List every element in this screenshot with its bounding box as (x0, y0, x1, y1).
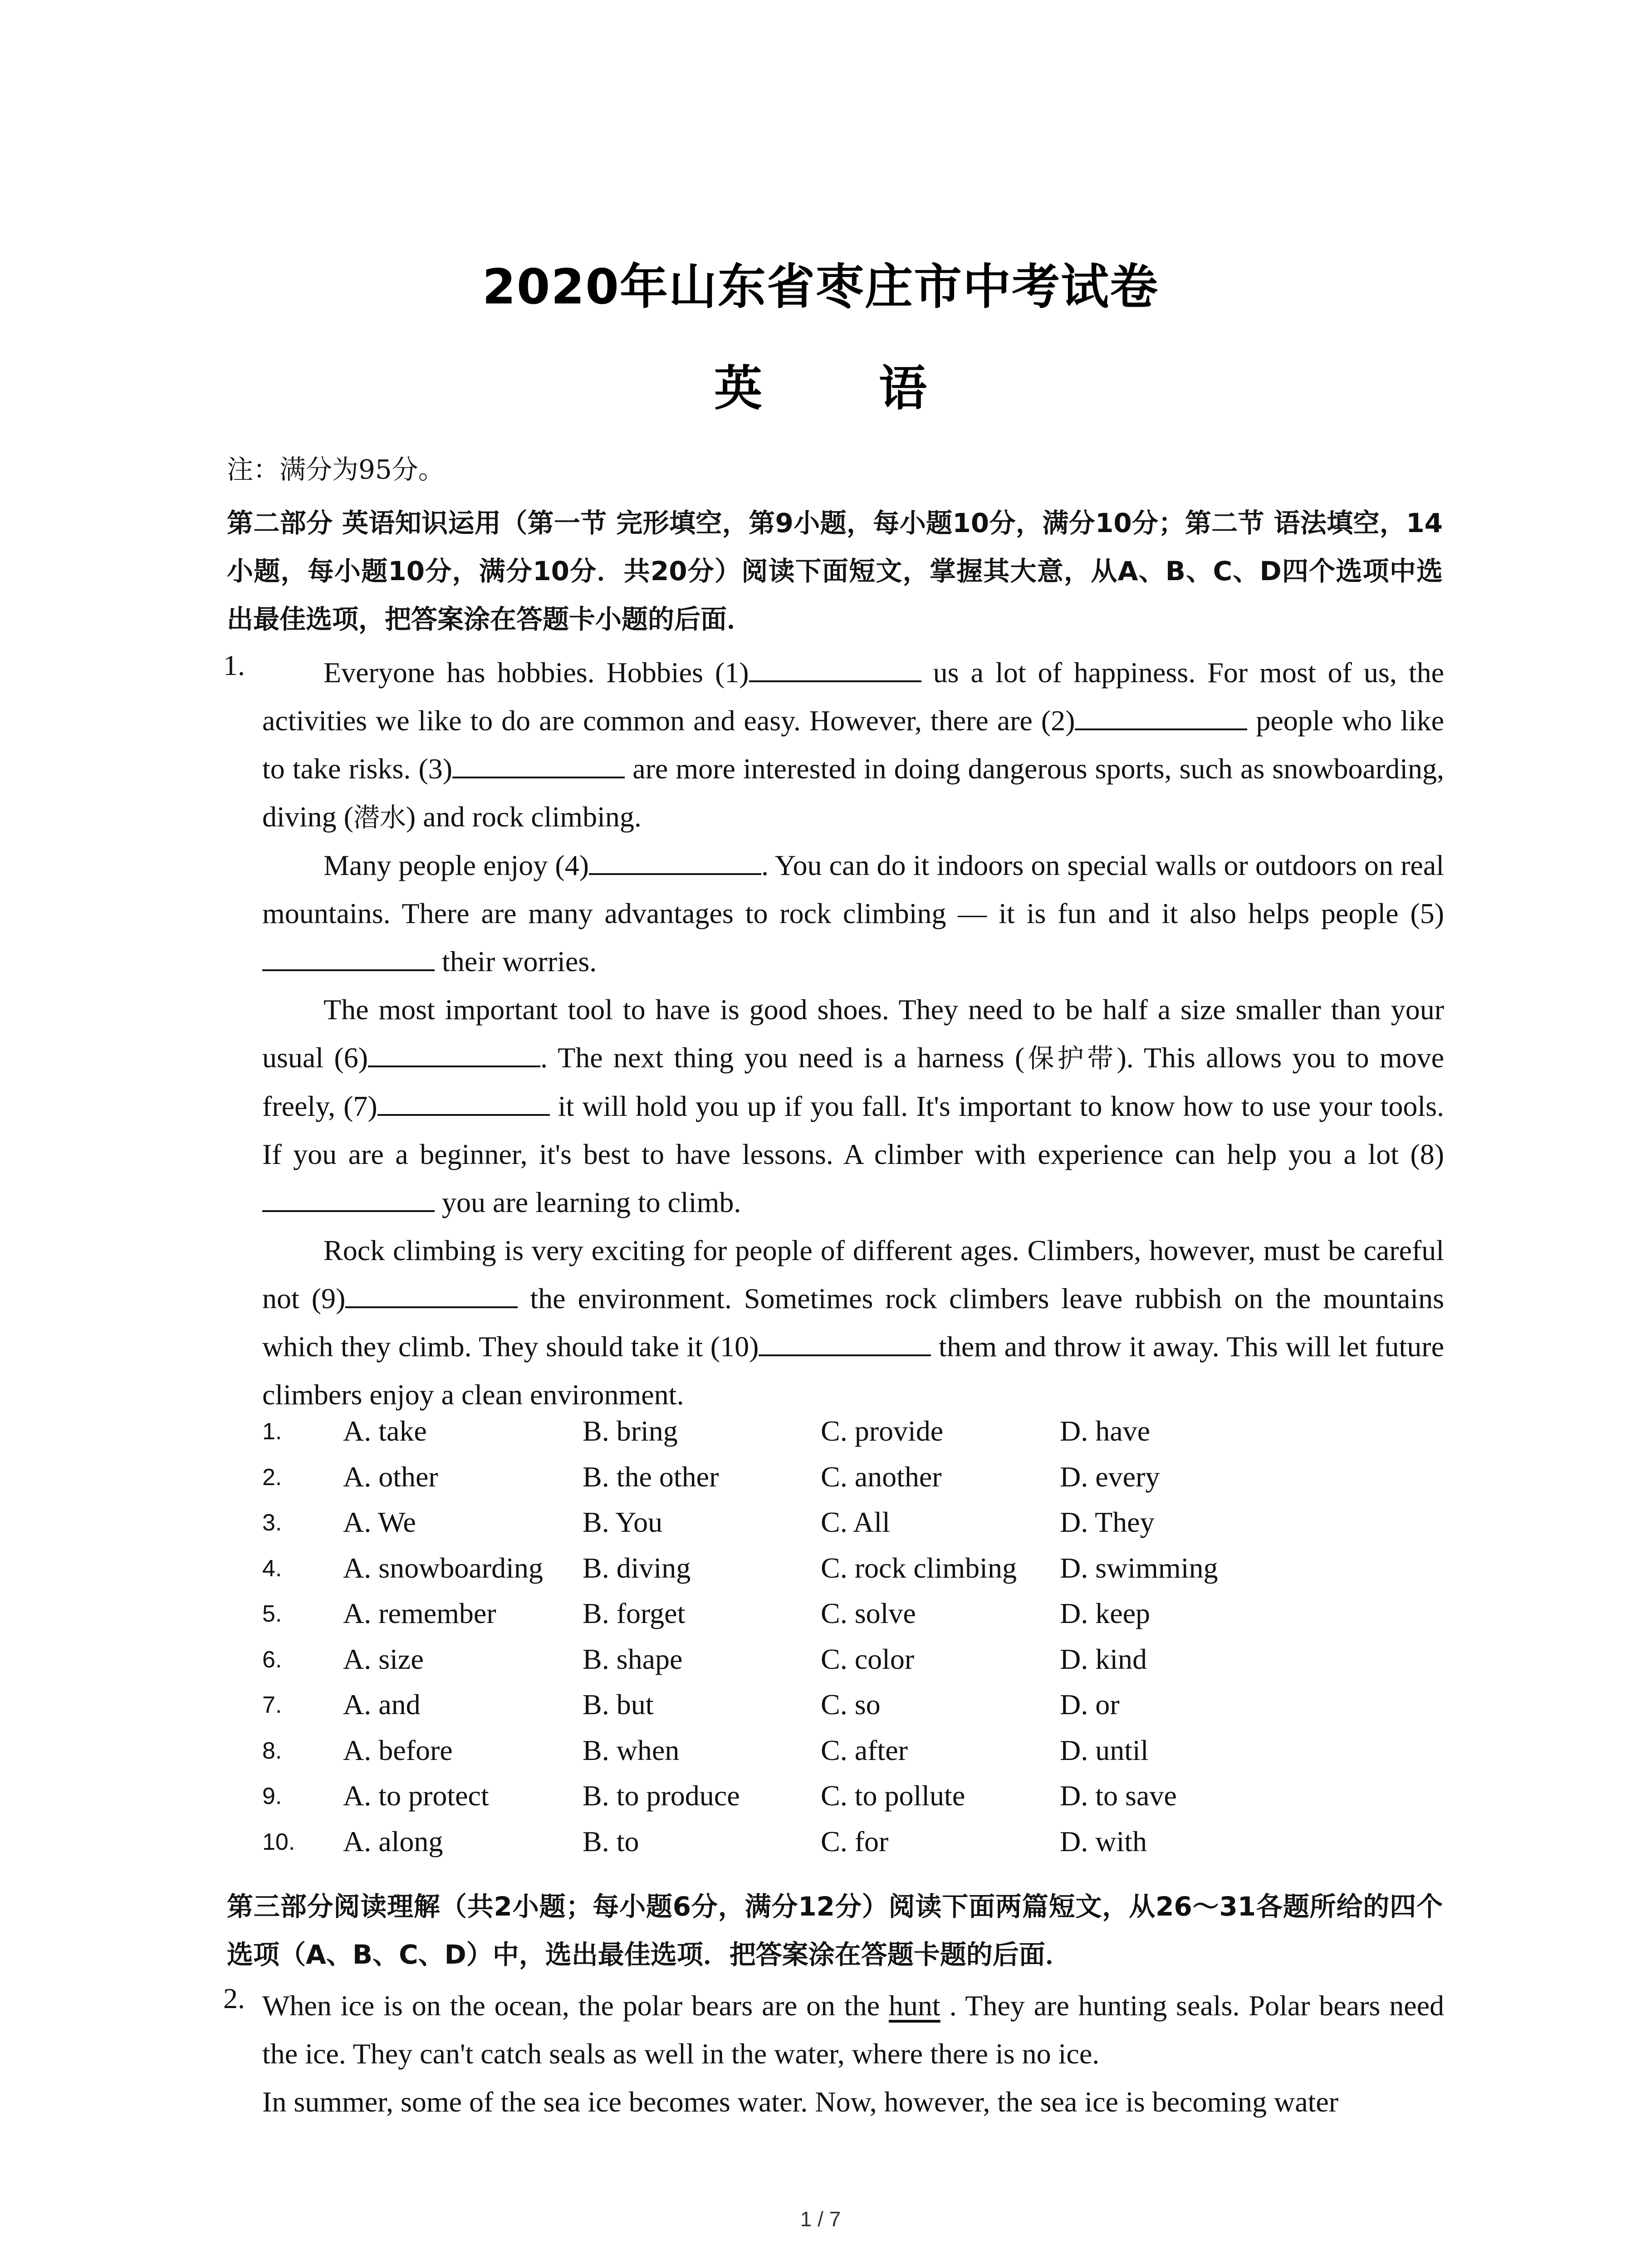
passage-2-paragraph-2: In summer, some of the sea ice becomes water. Now, however, the sea ice is becoming water (262, 2086, 1339, 2118)
underlined-word: hunt (888, 1989, 941, 2022)
option-row (262, 1414, 1442, 1460)
option-d: D. swimming (1060, 1551, 1218, 1584)
passage-paragraph-3 (262, 986, 1444, 1227)
text-run: When ice is on the ocean, the polar bears are on the (262, 1989, 889, 2022)
option-c: C. another (821, 1460, 942, 1493)
option-d: D. every (1060, 1460, 1160, 1493)
text-run: it will hold you up if you fall. It's important to know how to use your tools. If you are a beginner, it's best to have lessons. A climber with experience can help you a lot (8) (262, 1090, 1444, 1170)
text-run: Rock climbing is very exciting for people of different ages. Climbers, however, must be careful not (9) (262, 1234, 1444, 1315)
option-c: C. provide (821, 1415, 944, 1447)
passage-paragraph-4 (262, 1227, 1444, 1419)
option-row (262, 1505, 1442, 1551)
reading-passage (262, 1982, 1444, 2126)
text-run: The most important tool to have is good shoes. They need to be half a size smaller than your usual (6) (262, 993, 1444, 1074)
option-c: C. solve (821, 1597, 916, 1629)
text-run: Many people enjoy (4) (323, 849, 589, 881)
option-a: A. before (343, 1734, 453, 1766)
text-run: us a lot of happiness. For most of us, the activities we like to do are common and easy. However, there are (2) (262, 656, 1445, 737)
cloze-passage (262, 649, 1444, 1419)
text-run: . You can do it indoors on special walls or outdoors on real mountains. There are many advantages to rock climbing — it is fun and it also helps people (5) (262, 849, 1445, 929)
option-a: A. take (343, 1415, 427, 1447)
option-a: A. other (343, 1460, 438, 1493)
option-d: D. keep (1060, 1597, 1151, 1629)
text-run: their worries. (435, 945, 597, 978)
text-run: the environment. Sometimes rock climbers leave rubbish on the mountains which they climb. They should take it (10) (262, 1282, 1445, 1363)
text-run: Everyone has hobbies. Hobbies (1) (323, 656, 749, 689)
option-number: 4. (262, 1555, 282, 1582)
option-number: 8. (262, 1737, 282, 1764)
answer-blank-2 (1075, 705, 1247, 730)
option-d: D. until (1060, 1734, 1149, 1766)
option-a: A. along (343, 1825, 443, 1857)
passage-paragraph-1 (262, 649, 1444, 841)
option-b: B. to (583, 1825, 639, 1857)
option-row (262, 1597, 1442, 1642)
option-d: D. or (1060, 1688, 1120, 1721)
option-row (262, 1551, 1442, 1597)
answer-blank-3 (452, 753, 625, 778)
option-number: 6. (262, 1646, 282, 1673)
text-run: are more interested in doing dangerous sports, such as snowboarding, diving ( (262, 753, 1445, 833)
answer-blank-5 (262, 946, 435, 971)
answer-blank-6 (368, 1042, 540, 1067)
text-run: you are learning to climb. (435, 1186, 741, 1218)
answer-blank-8 (262, 1187, 435, 1212)
option-number: 2. (262, 1464, 282, 1491)
option-c: C. All (821, 1506, 890, 1538)
chinese-gloss: 保护带 (1024, 1043, 1117, 1074)
subject-title: 英 语 (714, 361, 977, 416)
option-b: B. but (583, 1688, 654, 1721)
option-a: A. snowboarding (343, 1551, 543, 1584)
text-run: them and throw it away. This will let future climbers enjoy a clean environment. (262, 1330, 1444, 1411)
question-2-number: 2. (223, 1982, 245, 2014)
passage-paragraph-2 (262, 841, 1444, 986)
option-c: C. so (821, 1688, 881, 1721)
option-b: B. You (583, 1506, 663, 1538)
option-b: B. to produce (583, 1779, 740, 1812)
option-row (262, 1825, 1442, 1871)
option-d: D. have (1060, 1415, 1151, 1447)
exam-title: 2020年山东省枣庄市中考试卷 (482, 259, 1159, 315)
option-number: 9. (262, 1783, 282, 1809)
question-1-number: 1. (223, 649, 245, 681)
answer-blank-10 (759, 1331, 931, 1356)
option-d: D. They (1060, 1506, 1155, 1538)
text-run: . The next thing you need is a harness ( (540, 1041, 1025, 1074)
section-2-heading: 第二部分 英语知识运用（第一节 完形填空，第9小题，每小题10分，满分10分；第二节 语法填空，14小题，每小题10分，满分10分．共20分）阅读下面短文，掌握其大意，从A、B、C、D四个选项中选出最佳选项，把答案涂在答题卡小题的后面． (227, 508, 1443, 635)
option-a: A. to protect (343, 1779, 489, 1812)
option-number: 7. (262, 1692, 282, 1718)
answer-blank-9 (345, 1283, 518, 1308)
option-a: A. size (343, 1642, 424, 1675)
option-a: A. and (343, 1688, 421, 1721)
chinese-gloss: 潜水 (353, 802, 406, 833)
option-number: 5. (262, 1601, 282, 1627)
option-c: C. color (821, 1642, 915, 1675)
score-note: 注：满分为95分。 (227, 454, 445, 485)
option-d: D. kind (1060, 1642, 1147, 1675)
option-b: B. when (583, 1734, 680, 1766)
option-d: D. with (1060, 1825, 1147, 1857)
option-number: 1. (262, 1418, 282, 1445)
option-c: C. for (821, 1825, 889, 1857)
answer-blank-4 (589, 850, 761, 875)
option-a: A. remember (343, 1597, 496, 1629)
text-run: ) and rock climbing. (406, 801, 642, 833)
page-number: 1 / 7 (800, 2207, 841, 2231)
answer-options-table (262, 1414, 1442, 1870)
option-row (262, 1460, 1442, 1506)
text-run: ). This allows you to move freely, (7) (262, 1041, 1445, 1122)
option-b: B. forget (583, 1597, 686, 1629)
text-run: . They are hunting seals. Polar bears need the ice. They can't catch seals as well in the water, where there is no ice. (262, 1989, 1445, 2070)
option-c: C. after (821, 1734, 908, 1766)
option-b: B. shape (583, 1642, 683, 1675)
option-row (262, 1734, 1442, 1779)
option-row (262, 1779, 1442, 1825)
option-c: C. to pollute (821, 1779, 965, 1812)
option-b: B. diving (583, 1551, 691, 1584)
option-c: C. rock climbing (821, 1551, 1017, 1584)
option-row (262, 1642, 1442, 1688)
option-d: D. to save (1060, 1779, 1177, 1812)
passage-2-paragraph-1 (262, 1982, 1444, 2078)
text-run: people who like to take risks. (3) (262, 704, 1445, 785)
option-number: 10. (262, 1828, 295, 1855)
answer-blank-1 (749, 657, 921, 682)
answer-blank-7 (377, 1090, 550, 1116)
option-number: 3. (262, 1510, 282, 1536)
option-b: B. the other (583, 1460, 719, 1493)
option-b: B. bring (583, 1415, 678, 1447)
option-a: A. We (343, 1506, 416, 1538)
option-row (262, 1688, 1442, 1734)
section-3-heading: 第三部分阅读理解（共2小题；每小题6分，满分12分）阅读下面两篇短文，从26～31各题所给的四个选项（A、B、C、D）中，选出最佳选项．把答案涂在答题卡题的后面． (227, 1891, 1443, 1970)
